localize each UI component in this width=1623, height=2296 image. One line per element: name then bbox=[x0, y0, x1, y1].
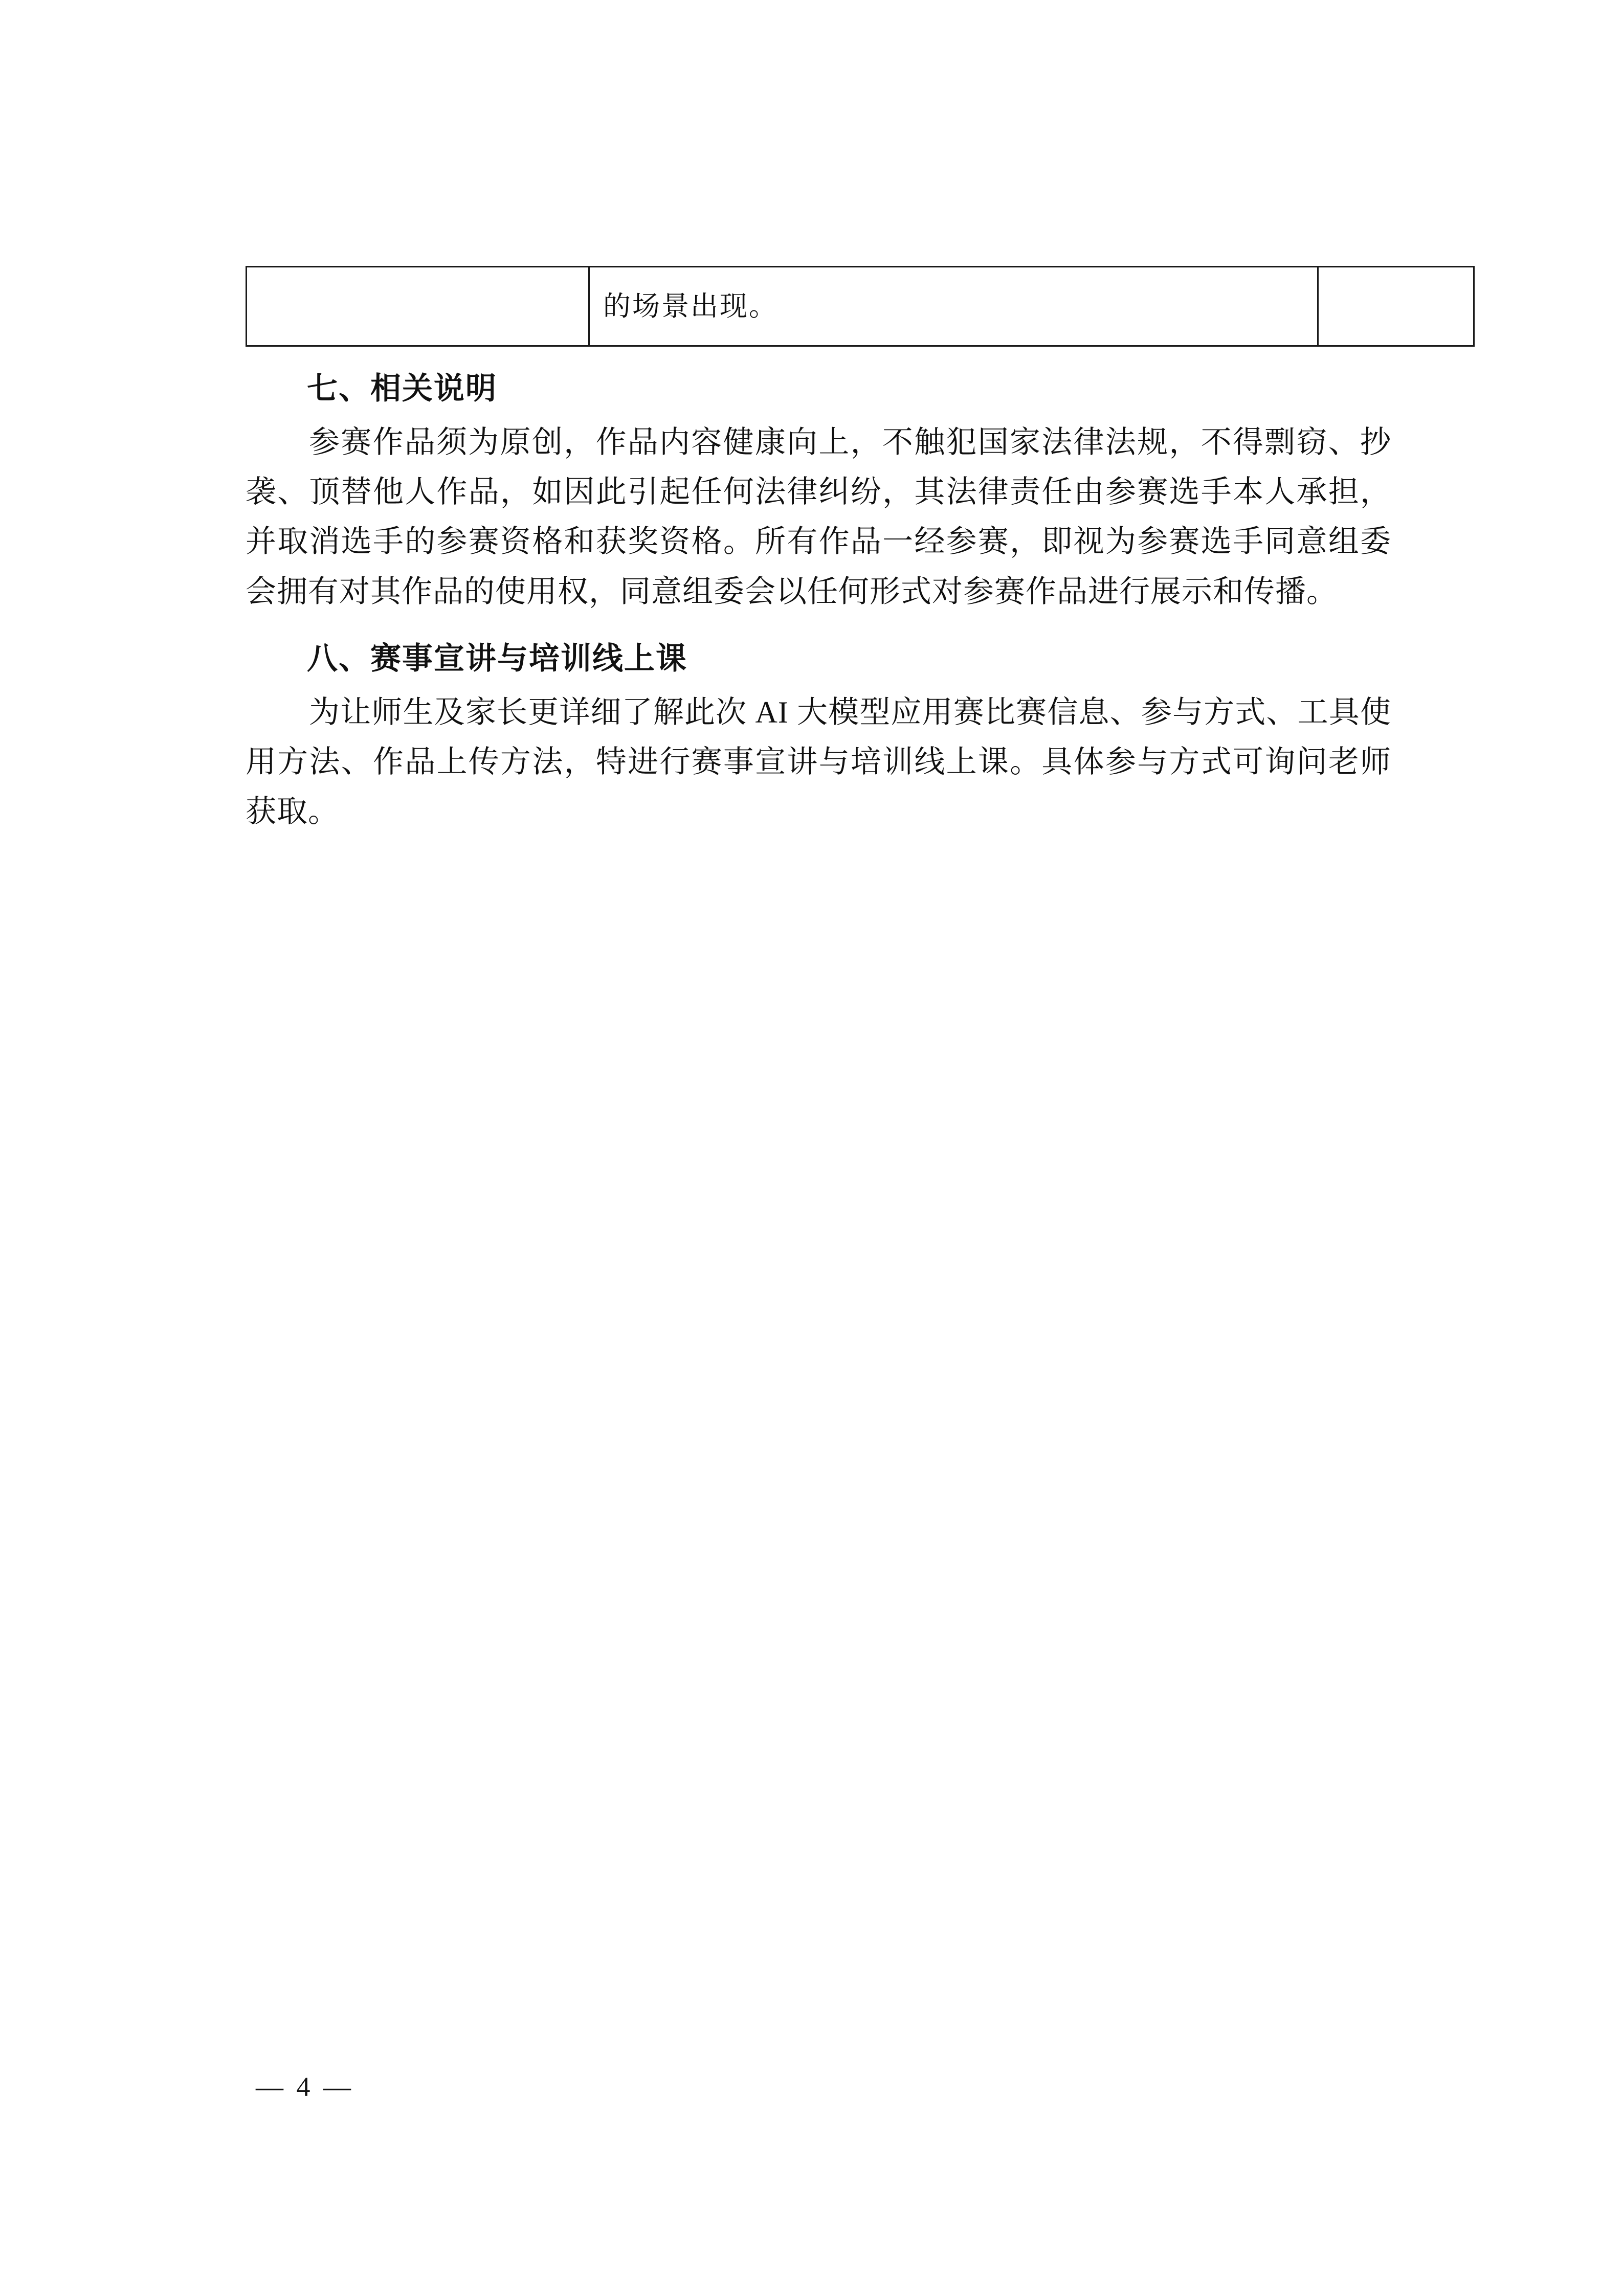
page-content bbox=[246, 266, 1391, 844]
page-number: — 4 — bbox=[256, 2072, 354, 2102]
section-heading-8: 八、赛事宣讲与培训线上课 bbox=[307, 640, 687, 677]
table-cell-right bbox=[1318, 267, 1474, 346]
section-8-paragraph-1: 为让师生及家长更详细了解此次 AI 大模型应用赛比赛信息、参与方式、工具使用方法、作品上传方法，特进行赛事宣讲与培训线上课。具体参与方式可询问老师获取。 bbox=[246, 695, 1391, 829]
table-fragment bbox=[246, 266, 1475, 347]
section-heading-7: 七、相关说明 bbox=[307, 371, 497, 407]
section-7-paragraph-1: 参赛作品须为原创，作品内容健康向上，不触犯国家法律法规，不得剽窃、抄袭、顶替他人作品，如因此引起任何法律纠纷，其法律责任由参赛选手本人承担，并取消选手的参赛资格和获奖资格。所有作品一经参赛，即视为参赛选手同意组委会拥有对其作品的使用权，同意组委会以任何形式对参赛作品进行展示和传播。 bbox=[246, 425, 1391, 609]
table-row bbox=[247, 267, 1474, 346]
table-cell-left bbox=[247, 267, 589, 346]
table-cell-middle: 的场景出现。 bbox=[589, 267, 1318, 346]
